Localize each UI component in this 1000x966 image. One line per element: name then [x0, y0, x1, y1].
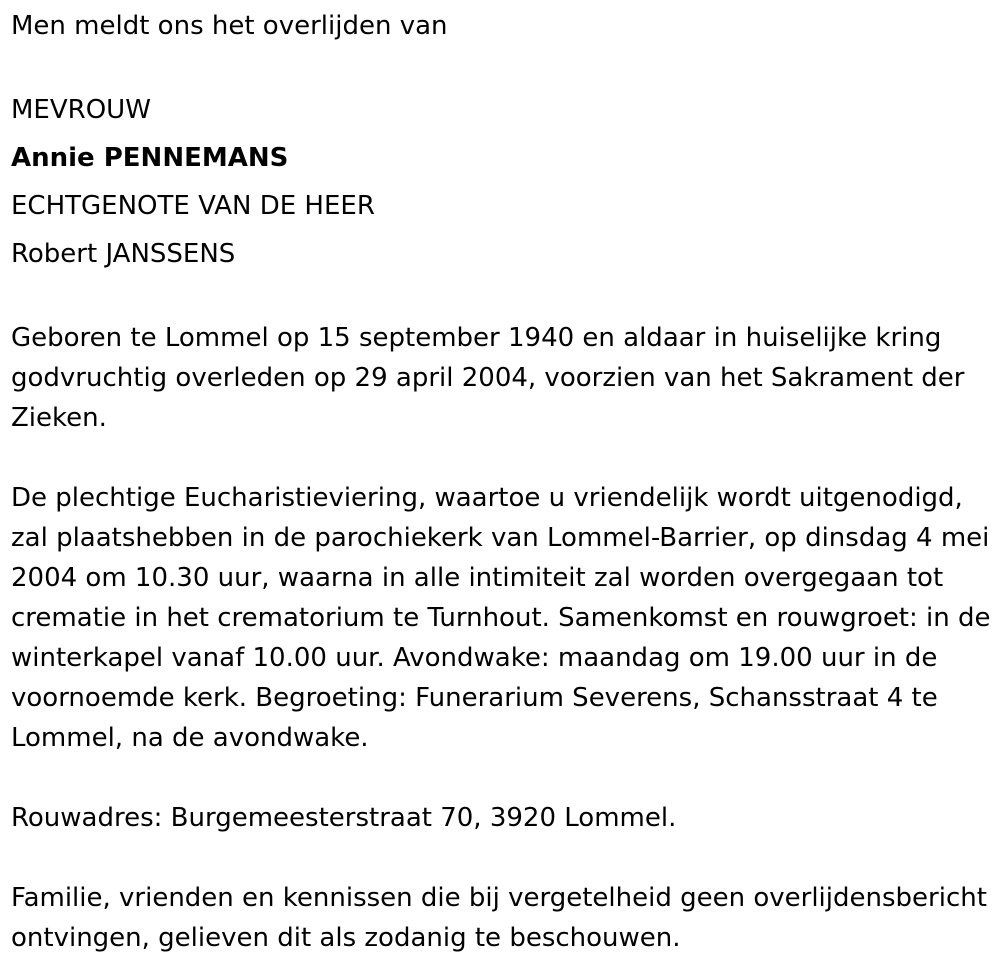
relation-line: ECHTGENOTE VAN DE HEER	[11, 191, 375, 221]
ceremony-paragraph: De plechtige Eucharistieviering, waartoe u vriendelijk wordt uitgenodigd, zal plaatshebben in de parochiekerk van Lommel-Barrier, op dinsdag 4 mei 2004 om 10.30 uur, waarna in alle intimiteit zal worden overgegaan tot crematie in het crematorium te Turnhout. Samenkomst en rouwgroet: in de winterkapel vanaf 10.00 uur. Avondwake: maandag om 19.00 uur in de voornoemde kerk. Begroeting: Funerarium Severens, Schansstraat 4 te Lommel, na de avondwake.	[11, 483, 991, 753]
deceased-name: Annie PENNEMANS	[11, 143, 289, 173]
deceased-header	[11, 86, 991, 278]
title-line: MEVROUW	[11, 95, 151, 125]
address-paragraph: Rouwadres: Burgemeesterstraat 70, 3920 Lommel.	[11, 803, 677, 833]
intro-line: Men meldt ons het overlijden van	[11, 11, 448, 41]
death-notice	[11, 0, 991, 958]
birth-death-paragraph: Geboren te Lommel op 15 september 1940 en aldaar in huiselijke kring godvruchtig overleden op 29 april 2004, voorzien van het Sakrament der Zieken.	[11, 323, 965, 433]
closing-paragraph: Familie, vrienden en kennissen die bij vergetelheid geen overlijdensbericht ontvingen, gelieven dit als zodanig te beschouwen.	[11, 883, 987, 953]
spouse-name: Robert JANSSENS	[11, 239, 236, 269]
